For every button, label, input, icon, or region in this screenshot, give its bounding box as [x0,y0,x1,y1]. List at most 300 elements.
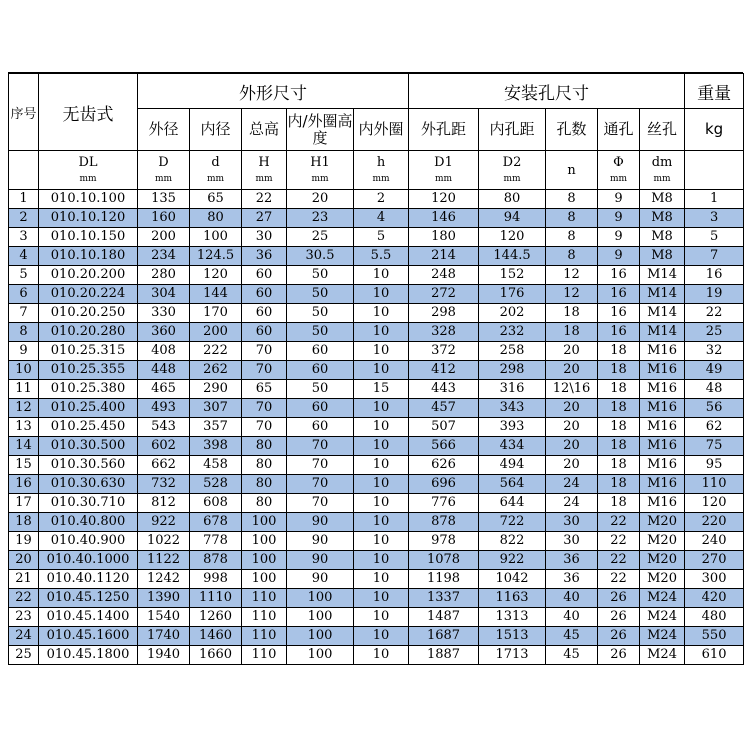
ring-gap-cell: 10 [354,285,409,304]
ring-height-cell: 60 [287,342,354,361]
symbol-label: H1 [310,155,330,170]
table-row [9,513,744,532]
hole-count-cell: 40 [546,589,598,608]
weight-cell: 420 [685,589,744,608]
weight-cell: 1 [685,190,744,209]
threaded-hole-cell: M16 [640,418,685,437]
table-row [9,266,744,285]
through-hole-cell: 18 [598,361,640,380]
outer-diameter-cell: 602 [138,437,190,456]
model-cell: 010.10.150 [39,228,138,247]
weight-cell: 75 [685,437,744,456]
outer-hole-pitch-cell: 776 [409,494,479,513]
through-hole-cell: 26 [598,608,640,627]
weight-cell: 48 [685,380,744,399]
index-cell: 21 [9,570,39,589]
threaded-hole-cell: M14 [640,323,685,342]
outer-hole-pitch-cell: 214 [409,247,479,266]
hole-count-cell: 20 [546,456,598,475]
D-symbol-cell [138,151,190,190]
through-hole-cell: 18 [598,399,640,418]
inner-hole-pitch-cell: 232 [479,323,546,342]
hole-count-cell: 40 [546,608,598,627]
ring-height-cell: 90 [287,551,354,570]
total-height-cell: 27 [242,209,287,228]
through-hole-cell: 18 [598,342,640,361]
outer-hole-pitch-cell: 120 [409,190,479,209]
through-hole-cell: 18 [598,475,640,494]
table-row [9,418,744,437]
ring-height-cell: 100 [287,589,354,608]
inner-diameter-cell: 1110 [190,589,242,608]
ring-height-cell: 100 [287,646,354,665]
inner-hole-pitch-cell: 258 [479,342,546,361]
symbol-label: DL [78,155,98,170]
outer-diameter-cell: 732 [138,475,190,494]
hole-count-cell: 8 [546,209,598,228]
weight-cell: 300 [685,570,744,589]
index-cell: 8 [9,323,39,342]
inner-diameter-cell: 100 [190,228,242,247]
table-row [9,342,744,361]
model-cell: 010.30.560 [39,456,138,475]
inner-diameter-cell: 80 [190,209,242,228]
phi-symbol-cell [598,151,640,190]
unit-label: mm [79,174,97,184]
ring-height-cell: 50 [287,285,354,304]
inner-diameter-cell: 878 [190,551,242,570]
inner-diameter-header: 内径 [190,109,242,151]
inner-hole-pitch-cell: 922 [479,551,546,570]
outer-hole-pitch-cell: 1078 [409,551,479,570]
model-cell: 010.25.400 [39,399,138,418]
ring-height-cell: 100 [287,627,354,646]
outer-diameter-cell: 1022 [138,532,190,551]
weight-cell: 610 [685,646,744,665]
hole-count-cell: 24 [546,494,598,513]
dm-symbol-cell [640,151,685,190]
total-height-cell: 70 [242,418,287,437]
outer-hole-pitch-cell: 298 [409,304,479,323]
ring-gap-cell: 10 [354,342,409,361]
threaded-hole-cell: M16 [640,361,685,380]
threaded-hole-cell: M16 [640,475,685,494]
through-hole-cell: 26 [598,646,640,665]
through-hole-cell: 22 [598,551,640,570]
total-height-header: 总高 [242,109,287,151]
hole-count-cell: 45 [546,627,598,646]
ring-height-cell: 50 [287,266,354,285]
weight-cell: 16 [685,266,744,285]
outer-hole-pitch-cell: 146 [409,209,479,228]
through-hole-cell: 9 [598,190,640,209]
outer-hole-pitch-cell: 180 [409,228,479,247]
index-cell: 22 [9,589,39,608]
ring-gap-cell: 10 [354,513,409,532]
hole-count-cell: 30 [546,513,598,532]
ring-height-cell: 70 [287,437,354,456]
ring-height-cell: 30.5 [287,247,354,266]
unit-label: mm [434,174,453,184]
hole-count-cell: 12 [546,266,598,285]
weight-cell: 32 [685,342,744,361]
outer-diameter-cell: 812 [138,494,190,513]
ring-gap-cell: 10 [354,646,409,665]
inner-diameter-cell: 200 [190,323,242,342]
inner-hole-pitch-cell: 80 [479,190,546,209]
hole-count-cell: 20 [546,342,598,361]
table-row [9,380,744,399]
outer-hole-pitch-cell: 443 [409,380,479,399]
outer-diameter-cell: 465 [138,380,190,399]
symbol-label: D2 [502,155,522,170]
ring-gap-cell: 10 [354,361,409,380]
inner-hole-pitch-cell: 1513 [479,627,546,646]
outer-diameter-cell: 1122 [138,551,190,570]
through-hole-cell: 18 [598,437,640,456]
install-group-header: 安装孔尺寸 [409,74,685,109]
hole-count-cell: 36 [546,551,598,570]
model-cell: 010.30.630 [39,475,138,494]
hole-count-cell: 20 [546,361,598,380]
outer-hole-pitch-cell: 507 [409,418,479,437]
outer-hole-pitch-cell: 412 [409,361,479,380]
total-height-cell: 60 [242,285,287,304]
outer-hole-pitch-cell: 1887 [409,646,479,665]
outer-hole-pitch-cell: 328 [409,323,479,342]
inner-diameter-cell: 144 [190,285,242,304]
ring-height-cell: 60 [287,418,354,437]
inner-hole-pitch-cell: 94 [479,209,546,228]
threaded-hole-cell: M16 [640,494,685,513]
model-cell: 010.25.315 [39,342,138,361]
inner-hole-pitch-cell: 822 [479,532,546,551]
model-cell: 010.40.1000 [39,551,138,570]
outer-diameter-cell: 1740 [138,627,190,646]
inner-hole-pitch-cell: 494 [479,456,546,475]
through-hole-cell: 16 [598,323,640,342]
model-cell: 010.10.180 [39,247,138,266]
inner-hole-pitch-cell: 1042 [479,570,546,589]
index-cell: 25 [9,646,39,665]
inner-hole-pitch-cell: 564 [479,475,546,494]
model-cell: 010.20.224 [39,285,138,304]
table-row [9,608,744,627]
table-row [9,627,744,646]
model-cell: 010.45.1800 [39,646,138,665]
ring-gap-cell: 10 [354,323,409,342]
index-cell: 19 [9,532,39,551]
ring-gap-cell: 10 [354,418,409,437]
table-row [9,456,744,475]
ring-gap-cell: 10 [354,627,409,646]
weight-cell: 3 [685,209,744,228]
inner-diameter-cell: 262 [190,361,242,380]
index-cell: 4 [9,247,39,266]
inner-diameter-cell: 65 [190,190,242,209]
hole-count-cell: 18 [546,304,598,323]
hole-count-cell: 36 [546,570,598,589]
symbol-label: D [158,155,169,170]
total-height-cell: 70 [242,361,287,380]
index-cell: 23 [9,608,39,627]
ring-gap-cell: 10 [354,551,409,570]
total-height-cell: 36 [242,247,287,266]
symbol-label: Φ [613,155,624,170]
weight-cell: 240 [685,532,744,551]
weight-cell: 220 [685,513,744,532]
total-height-cell: 80 [242,437,287,456]
d-symbol-cell [190,151,242,190]
index-cell: 24 [9,627,39,646]
inner-hole-pitch-cell: 644 [479,494,546,513]
table-row [9,190,744,209]
inner-hole-pitch-cell: 202 [479,304,546,323]
index-cell: 20 [9,551,39,570]
model-cell: 010.30.710 [39,494,138,513]
threaded-hole-header: 丝孔 [640,109,685,151]
outer-diameter-cell: 200 [138,228,190,247]
outer-hole-pitch-cell: 272 [409,285,479,304]
total-height-cell: 70 [242,399,287,418]
index-cell: 1 [9,190,39,209]
outer-hole-pitch-cell: 248 [409,266,479,285]
inner-hole-pitch-cell: 1713 [479,646,546,665]
inner-diameter-cell: 170 [190,304,242,323]
threaded-hole-cell: M20 [640,570,685,589]
index-cell: 14 [9,437,39,456]
table-row [9,247,744,266]
weight-cell: 7 [685,247,744,266]
outer-hole-pitch-cell: 1337 [409,589,479,608]
weight-cell: 19 [685,285,744,304]
inner-hole-pitch-cell: 393 [479,418,546,437]
through-hole-cell: 22 [598,513,640,532]
outer-diameter-cell: 330 [138,304,190,323]
ring-gap-cell: 10 [354,475,409,494]
ring-gap-cell: 10 [354,589,409,608]
outer-hole-pitch-cell: 457 [409,399,479,418]
table-row [9,532,744,551]
D1-symbol-cell [409,151,479,190]
outer-hole-pitch-cell: 978 [409,532,479,551]
threaded-hole-cell: M8 [640,190,685,209]
table-body [9,190,744,665]
inner-hole-pitch-cell: 298 [479,361,546,380]
outer-diameter-cell: 135 [138,190,190,209]
inner-hole-pitch-cell: 722 [479,513,546,532]
model-cell: 010.45.1250 [39,589,138,608]
total-height-cell: 110 [242,608,287,627]
symbol-label: D1 [434,155,453,170]
inner-hole-pitch-header: 内孔距 [479,109,546,151]
outer-diameter-cell: 1242 [138,570,190,589]
inner-diameter-cell: 1260 [190,608,242,627]
inner-diameter-cell: 608 [190,494,242,513]
threaded-hole-cell: M8 [640,247,685,266]
model-cell: 010.45.1400 [39,608,138,627]
total-height-cell: 100 [242,513,287,532]
threaded-hole-cell: M14 [640,304,685,323]
through-hole-header: 通孔 [598,109,640,151]
outer-hole-pitch-cell: 626 [409,456,479,475]
weight-cell: 5 [685,228,744,247]
through-hole-cell: 18 [598,456,640,475]
inner-hole-pitch-cell: 343 [479,399,546,418]
inner-hole-pitch-cell: 152 [479,266,546,285]
outer-diameter-cell: 1540 [138,608,190,627]
ring-height-cell: 70 [287,494,354,513]
inner-hole-pitch-cell: 1163 [479,589,546,608]
hole-count-cell: 12\16 [546,380,598,399]
threaded-hole-cell: M16 [640,380,685,399]
index-cell: 17 [9,494,39,513]
header-row-symbols [9,151,744,190]
ring-height-cell: 100 [287,608,354,627]
index-cell: 6 [9,285,39,304]
weight-symbol-cell [685,151,744,190]
table-row [9,304,744,323]
weight-header: 重量 [685,74,744,109]
total-height-cell: 60 [242,323,287,342]
through-hole-cell: 22 [598,532,640,551]
hole-count-header: 孔数 [546,109,598,151]
hole-count-cell: 18 [546,323,598,342]
model-cell: 010.30.500 [39,437,138,456]
ring-height-cell: 70 [287,456,354,475]
inner-diameter-cell: 1660 [190,646,242,665]
index-cell: 7 [9,304,39,323]
through-hole-cell: 22 [598,570,640,589]
weight-unit-header: kg [685,109,744,151]
weight-cell: 62 [685,418,744,437]
index-cell: 13 [9,418,39,437]
spec-sheet [8,73,743,665]
total-height-cell: 100 [242,551,287,570]
model-cell: 010.20.280 [39,323,138,342]
outer-hole-pitch-cell: 1687 [409,627,479,646]
threaded-hole-cell: M24 [640,627,685,646]
model-cell: 010.40.1120 [39,570,138,589]
inner-diameter-cell: 458 [190,456,242,475]
ring-gap-cell: 15 [354,380,409,399]
ring-height-header: 内/外圈高度 [287,109,354,151]
total-height-cell: 22 [242,190,287,209]
hole-count-cell: 20 [546,418,598,437]
unit-label: mm [311,174,329,184]
weight-cell: 550 [685,627,744,646]
index-cell: 16 [9,475,39,494]
outer-diameter-cell: 304 [138,285,190,304]
outer-hole-pitch-cell: 1487 [409,608,479,627]
threaded-hole-cell: M16 [640,437,685,456]
unit-label: mm [653,174,671,184]
ring-gap-cell: 5.5 [354,247,409,266]
outer-diameter-cell: 408 [138,342,190,361]
outer-diameter-cell: 662 [138,456,190,475]
threaded-hole-cell: M20 [640,513,685,532]
weight-cell: 56 [685,399,744,418]
ring-gap-cell: 10 [354,437,409,456]
ring-height-cell: 90 [287,570,354,589]
unit-label: mm [503,174,521,184]
total-height-cell: 100 [242,570,287,589]
outer-diameter-cell: 280 [138,266,190,285]
inner-diameter-cell: 222 [190,342,242,361]
table-row [9,399,744,418]
outer-hole-pitch-cell: 566 [409,437,479,456]
inner-diameter-cell: 290 [190,380,242,399]
through-hole-cell: 9 [598,209,640,228]
threaded-hole-cell: M14 [640,285,685,304]
outer-diameter-cell: 160 [138,209,190,228]
table-row [9,589,744,608]
model-cell: 010.45.1600 [39,627,138,646]
h-symbol-cell [354,151,409,190]
ring-gap-cell: 10 [354,456,409,475]
table-row [9,323,744,342]
inner-diameter-cell: 307 [190,399,242,418]
weight-cell: 110 [685,475,744,494]
model-cell: 010.25.355 [39,361,138,380]
outer-hole-pitch-header: 外孔距 [409,109,479,151]
ring-gap-cell: 2 [354,190,409,209]
index-cell: 2 [9,209,39,228]
ring-gap-header: 内外圈 [354,109,409,151]
outer-hole-pitch-cell: 696 [409,475,479,494]
through-hole-cell: 16 [598,304,640,323]
total-height-cell: 80 [242,494,287,513]
hole-count-cell: 12 [546,285,598,304]
header-row-groups [9,74,744,109]
model-cell: 010.20.250 [39,304,138,323]
ring-height-cell: 60 [287,361,354,380]
inner-hole-pitch-cell: 316 [479,380,546,399]
threaded-hole-cell: M24 [640,589,685,608]
outer-diameter-cell: 543 [138,418,190,437]
table-row [9,209,744,228]
threaded-hole-cell: M16 [640,456,685,475]
index-cell: 3 [9,228,39,247]
total-height-cell: 100 [242,532,287,551]
outer-diameter-cell: 360 [138,323,190,342]
symbol-label: H [258,155,270,170]
threaded-hole-cell: M24 [640,608,685,627]
threaded-hole-cell: M20 [640,532,685,551]
inner-hole-pitch-cell: 144.5 [479,247,546,266]
hole-count-cell: 8 [546,190,598,209]
inner-diameter-cell: 678 [190,513,242,532]
total-height-cell: 70 [242,342,287,361]
ring-height-cell: 50 [287,323,354,342]
inner-hole-pitch-cell: 176 [479,285,546,304]
total-height-cell: 110 [242,627,287,646]
ring-height-cell: 90 [287,532,354,551]
ring-height-cell: 23 [287,209,354,228]
unit-label: mm [154,174,173,184]
shape-group-header: 外形尺寸 [138,74,409,109]
table-row [9,494,744,513]
index-cell: 18 [9,513,39,532]
hole-count-cell: 20 [546,437,598,456]
bearing-spec-table [8,73,744,665]
outer-hole-pitch-cell: 1198 [409,570,479,589]
ring-gap-cell: 10 [354,266,409,285]
weight-cell: 25 [685,323,744,342]
outer-hole-pitch-cell: 878 [409,513,479,532]
through-hole-cell: 9 [598,247,640,266]
outer-diameter-cell: 1940 [138,646,190,665]
